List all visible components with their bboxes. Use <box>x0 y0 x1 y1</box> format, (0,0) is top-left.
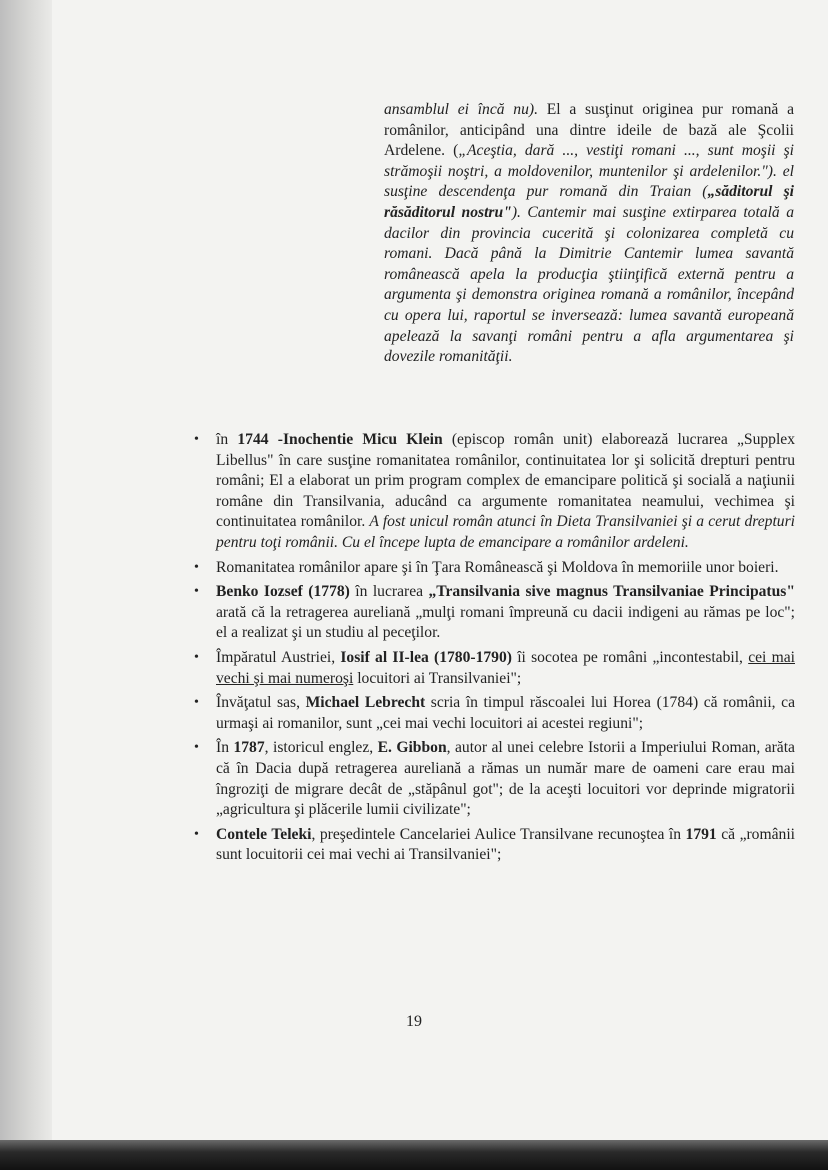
page-gutter-shadow <box>0 0 52 1170</box>
item-text: îi socotea pe români „incontestabil, <box>511 648 749 666</box>
intro-quote-1: „Aceştia, dară ..., vestiţi romani ..., sunt moşii şi strămoşii noştri, a moldovenilor, muntenilor şi ardelenilor."). <box>384 142 794 180</box>
bullet-icon: • <box>194 649 199 665</box>
list-item <box>192 825 795 866</box>
intro-quote-2: „săditorul şi răsăditorul nostru" <box>384 183 794 221</box>
item-text: , preşedintele Cancelariei Aulice Transilvane recunoştea în <box>311 825 686 843</box>
intro-italic-2: el susţine descendenţa pur romană din Traian ( <box>384 162 795 201</box>
list-item <box>192 693 795 734</box>
intro-paragraph <box>384 100 794 368</box>
item-text: Învăţatul sas, <box>216 694 306 712</box>
item-bold: Michael Lebrecht <box>305 694 426 712</box>
item-bold: 1744 -Inochentie Micu Klein <box>237 431 443 448</box>
item-bold: Contele Teleki <box>216 825 312 843</box>
intro-italic-1: ansamblul ei încă nu). <box>384 101 538 118</box>
item-bold: Iosif al II-lea (1780-1790) <box>340 648 512 666</box>
item-text: (episcop român unit) elaborează lucrarea „Supplex Libellus" în care susţine romanitatea românilor, continuitatea lor şi solicită drepturi pentru români; El a elaborat un prim program complex de emancipare politică şi socială a naţiunii române din Transilvania, aducând ca argumente romanitatea neamului, vechimea şi continuitatea românilor. <box>216 431 796 531</box>
item-text: că „românii sunt locuitorii cei mai vechi ai Transilvaniei"; <box>216 825 795 864</box>
item-bold: 1787 <box>233 739 265 757</box>
intro-italic-3: ). Cantemir mai susţine extirparea totală a dacilor din provincia cucerită şi colonizarea completă cu romani. Dacă până la Dimitrie Cantemir lumea savantă românească apela la producţia ştiinţifică externă pentru a argumenta şi demonstra originea romană a românilor, începând cu opera lui, raportul se inversează: lumea savantă europeană apelează la savanţi români pentru a afla argumentarea şi dovezile romanităţii. <box>384 203 794 366</box>
item-text: Împăratul Austriei, <box>216 648 341 666</box>
item-text: în lucrarea <box>349 583 429 601</box>
bullet-icon: • <box>194 740 199 756</box>
item-text: arată că la retragerea aureliană „mulţi romani împreună cu dacii indigeni au rămas pe loc"; el a realizat şi un studiu al peceţilor. <box>216 603 795 642</box>
scan-bottom-edge <box>0 1140 828 1170</box>
item-text: Romanitatea românilor apare şi în Ţara Românească şi Moldova în memoriile unor boieri. <box>216 558 779 576</box>
item-bold: 1791 <box>685 825 717 843</box>
item-bold: Benko Iozsef (1778) <box>216 583 350 601</box>
intro-text-1: El a susţinut originea pur romană a românilor, anticipând una dintre ideile de bază ale Şcolii Ardelene. ( <box>384 101 794 160</box>
bullet-icon: • <box>194 584 199 600</box>
item-text: locuitori ai Transilvaniei"; <box>353 669 522 687</box>
item-text: , istoricul englez, <box>264 739 378 757</box>
item-italic: A fost unicul român atunci în Dieta Transilvaniei şi a cerut drepturi pentru toţi românii. Cu el începe lupta de emancipare a românilor ardeleni. <box>216 513 795 551</box>
bullet-icon: • <box>194 559 199 575</box>
item-bold: „Transilvania sive magnus Transilvaniae Principatus" <box>428 583 796 601</box>
item-underline: cei mai vechi şi mai numeroşi <box>216 648 795 687</box>
list-item <box>192 738 795 820</box>
item-text: scria în timpul răscoalei lui Horea (1784) că românii, ca urmaşi ai romanilor, sunt „cei mai vechi locuitori ai acestei regiuni"; <box>216 694 795 732</box>
item-bold: E. Gibbon <box>377 739 447 757</box>
page-number: 19 <box>406 1013 422 1030</box>
list-item <box>192 648 795 689</box>
bullet-icon: • <box>194 432 199 447</box>
item-text: în <box>216 431 238 448</box>
item-text: În <box>216 739 234 757</box>
bullet-icon: • <box>194 826 199 842</box>
bullet-icon: • <box>194 695 199 711</box>
item-text: , autor al unei celebre Istorii a Imperiului Roman, arăta că în Dacia după retragerea aureliană a rămas un număr mare de oameni care erau mai îngroziţi de migrare decât de „stăpânul got"; de la aceşti locuitori vor deprinde migratorii „agricultura şi plăcerile lumii civilizate"; <box>216 739 795 819</box>
list-item <box>192 582 795 644</box>
bullet-list <box>192 430 795 870</box>
list-item <box>192 558 795 579</box>
list-item <box>192 430 795 554</box>
